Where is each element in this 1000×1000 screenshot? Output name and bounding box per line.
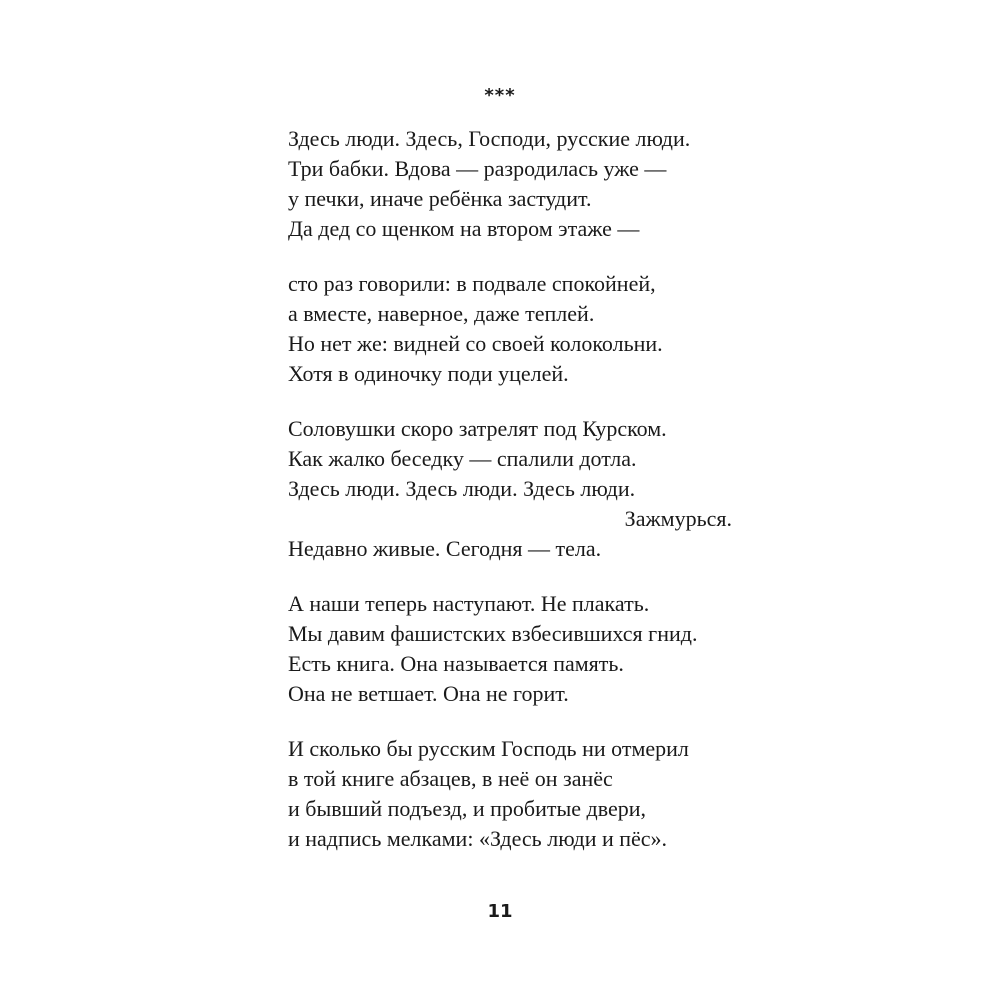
poem-line: Мы давим фашистских взбесившихся гнид. <box>288 621 698 646</box>
poem-line: Есть книга. Она называется память. <box>288 651 624 676</box>
poem-line: и надпись мелками: «Здесь люди и пёс». <box>288 826 668 851</box>
poem-line: Да дед со щенком на втором этаже — <box>288 216 640 241</box>
poem-line: Здесь люди. Здесь, Господи, русские люди. <box>288 126 691 151</box>
poem-line: Недавно живые. Сегодня — тела. <box>288 536 602 561</box>
stanza-1 <box>288 124 738 244</box>
poem-line: Соловушки скоро затрелят под Курском. <box>288 416 667 441</box>
section-divider-stars: *** <box>484 85 516 106</box>
poem-line: в той книге абзацев, в неё он занёс <box>288 766 613 791</box>
poem-line-stepped: Зажмурься. <box>624 506 732 531</box>
poem-line: Она не ветшает. Она не горит. <box>288 681 569 706</box>
poem-line: а вместе, наверное, даже теплей. <box>288 301 595 326</box>
poem-line: Три бабки. Вдова — разродилась уже — <box>288 156 667 181</box>
stanza-5 <box>288 734 738 854</box>
poem-line: Хотя в одиночку поди уцелей. <box>288 361 569 386</box>
poem-line: у печки, иначе ребёнка застудит. <box>288 186 592 211</box>
stanza-3 <box>288 414 738 564</box>
poem-line: и бывший подъезд, и пробитые двери, <box>288 796 647 821</box>
stanza-2 <box>288 269 738 389</box>
poem-line: Здесь люди. Здесь люди. Здесь люди. <box>288 476 636 501</box>
poem-line: сто раз говорили: в подвале спокойней, <box>288 271 656 296</box>
poem <box>288 124 738 879</box>
poem-line: А наши теперь наступают. Не плакать. <box>288 591 650 616</box>
stanza-4 <box>288 589 738 709</box>
poem-line: И сколько бы русским Господь ни отмерил <box>288 736 689 761</box>
poem-line: Как жалко беседку — спалили дотла. <box>288 446 637 471</box>
page-number: 11 <box>487 901 513 922</box>
poem-line: Но нет же: видней со своей колокольни. <box>288 331 663 356</box>
